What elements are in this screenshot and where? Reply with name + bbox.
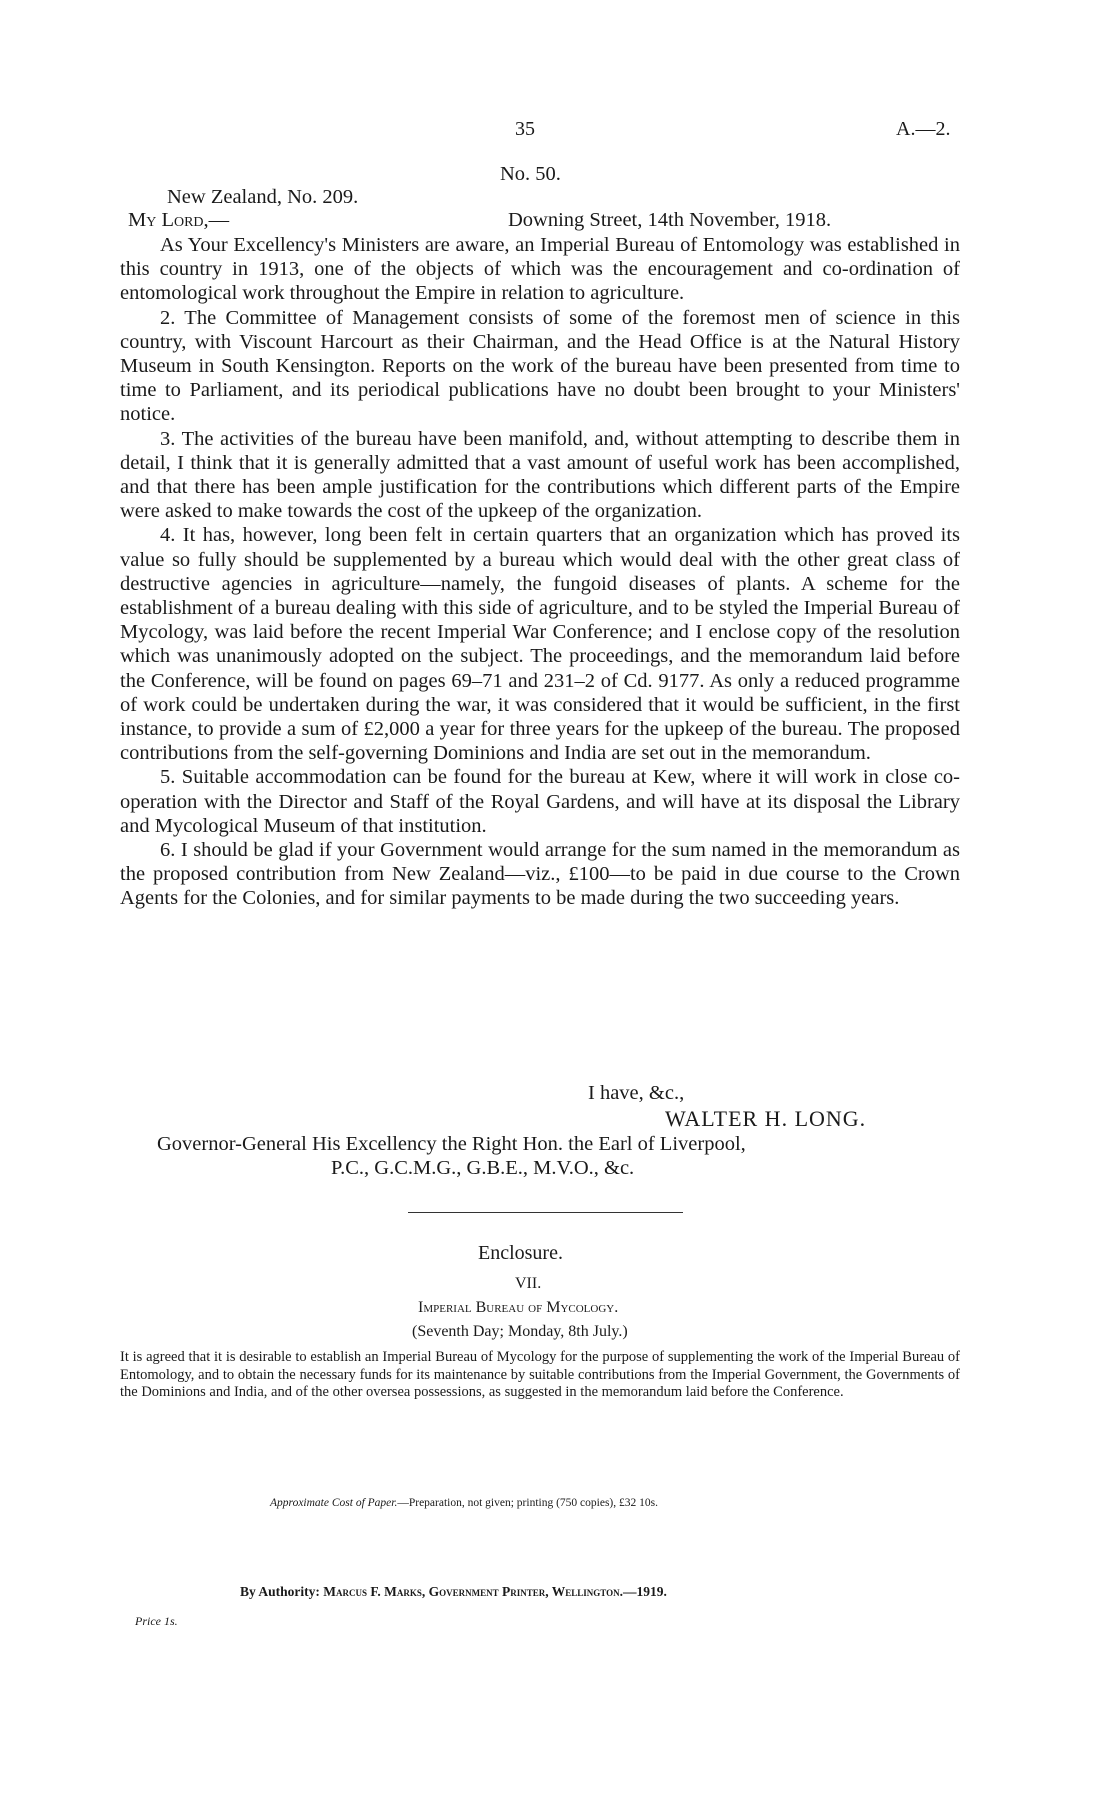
letter-body [120, 233, 960, 911]
paragraph-3: 3. The activities of the bureau have been manifold, and, without attempting to describe them in detail, I think that it is generally admitted that a vast amount of useful work has been accomplished, and that there has been ample justification for the contributions which different parts of the Empire were asked to make towards the cost of the upkeep of the organization. [120, 427, 960, 523]
paragraph-6: 6. I should be glad if your Government would arrange for the sum named in the memorandum as the proposed contribution from New Zealand—viz., £100—to be paid in due course to the Crown Agents for the Colonies, and for similar payments to be made during the two succeeding years. [120, 839, 960, 910]
authority-label: By Authority: [240, 1584, 320, 1599]
dispatch-ref: New Zealand, No. 209. [167, 186, 359, 208]
price: Price 1s. [135, 1614, 178, 1628]
enclosure-title: Enclosure. [478, 1242, 563, 1264]
enclosure-day: (Seventh Day; Monday, 8th July.) [412, 1323, 628, 1340]
salutation: My Lord,— [128, 209, 230, 231]
place-date: Downing Street, 14th November, 1918. [508, 209, 832, 231]
enclosure-number: VII. [515, 1275, 542, 1292]
paragraph-5: 5. Suitable accommodation can be found for the bureau at Kew, where it will work in close co-operation with the Director and Staff of the Royal Gardens, and will have at its disposal the Library and Mycological Museum of that institution. [120, 766, 960, 837]
resolution-text: It is agreed that it is desirable to establish an Imperial Bureau of Mycology for the purpose of supplementing the work of the Imperial Bureau of Entomology, and to obtain the necessary funds for its maintenance by suitable contributions from the Imperial Government, the Governments of the Dominions and India, and of the other oversea possessions, as suggested in the memorandum laid before the Conference. [120, 1349, 960, 1400]
enclosure-heading: Imperial Bureau of Mycology. [418, 1299, 619, 1316]
addressee-line-2: P.C., G.C.M.G., G.B.E., M.V.O., &c. [331, 1157, 635, 1179]
signature: WALTER H. LONG. [665, 1106, 867, 1131]
cost-note [270, 1497, 658, 1509]
enclosure-resolution [120, 1349, 960, 1402]
cost-text: —Preparation, not given; printing (750 copies), £32 10s. [397, 1497, 658, 1509]
addressee-line-1: Governor-General His Excellency the Right Hon. the Earl of Liverpool, [157, 1133, 746, 1155]
cost-label: Approximate Cost of Paper. [270, 1497, 398, 1509]
closing: I have, &c., [588, 1082, 685, 1104]
document-ref: A.—2. [896, 118, 951, 140]
separator-rule [408, 1212, 683, 1213]
paragraph-4: 4. It has, however, long been felt in certain quarters that an organization which has proved its value so fully should be supplemented by a bureau which would deal with the other great class of destructive agencies in agriculture—namely, the fungoid diseases of plants. A scheme for the establishment of a bureau dealing with this side of agriculture, and to be styled the Imperial Bureau of Mycology, was laid before the recent Imperial War Conference; and I enclose copy of the resolution which was unanimously adopted on the subject. The proceedings, and the memorandum laid before the Conference, will be found on pages 69–71 and 231–2 of Cd. 9177. As only a reduced programme of work could be undertaken during the war, it was considered that it would be sufficient, in the first instance, to provide a sum of £2,000 a year for three years for the upkeep of the bureau. The proposed contributions from the self-governing Dominions and India are set out in the memorandum. [120, 524, 960, 765]
paragraph-2: 2. The Committee of Management consists of some of the foremost men of science in this country, with Viscount Harcourt as their Chairman, and the Head Office is at the Natural History Museum in South Kensington. Reports on the work of the bureau have been presented from time to time to Parliament, and its periodical publications have no doubt been brought to your Ministers' notice. [120, 306, 960, 426]
paragraph-1: As Your Excellency's Ministers are aware, an Imperial Bureau of Entomology was established in this country in 1913, one of the objects of which was the encouragement and co-ordination of entomological work throughout the Empire in relation to agriculture. [120, 234, 960, 305]
authority-line [240, 1584, 667, 1600]
letter-number: No. 50. [500, 163, 561, 185]
authority-text: Marcus F. Marks, Government Printer, Wellington.—1919. [323, 1584, 667, 1599]
page-number: 35 [515, 118, 535, 140]
